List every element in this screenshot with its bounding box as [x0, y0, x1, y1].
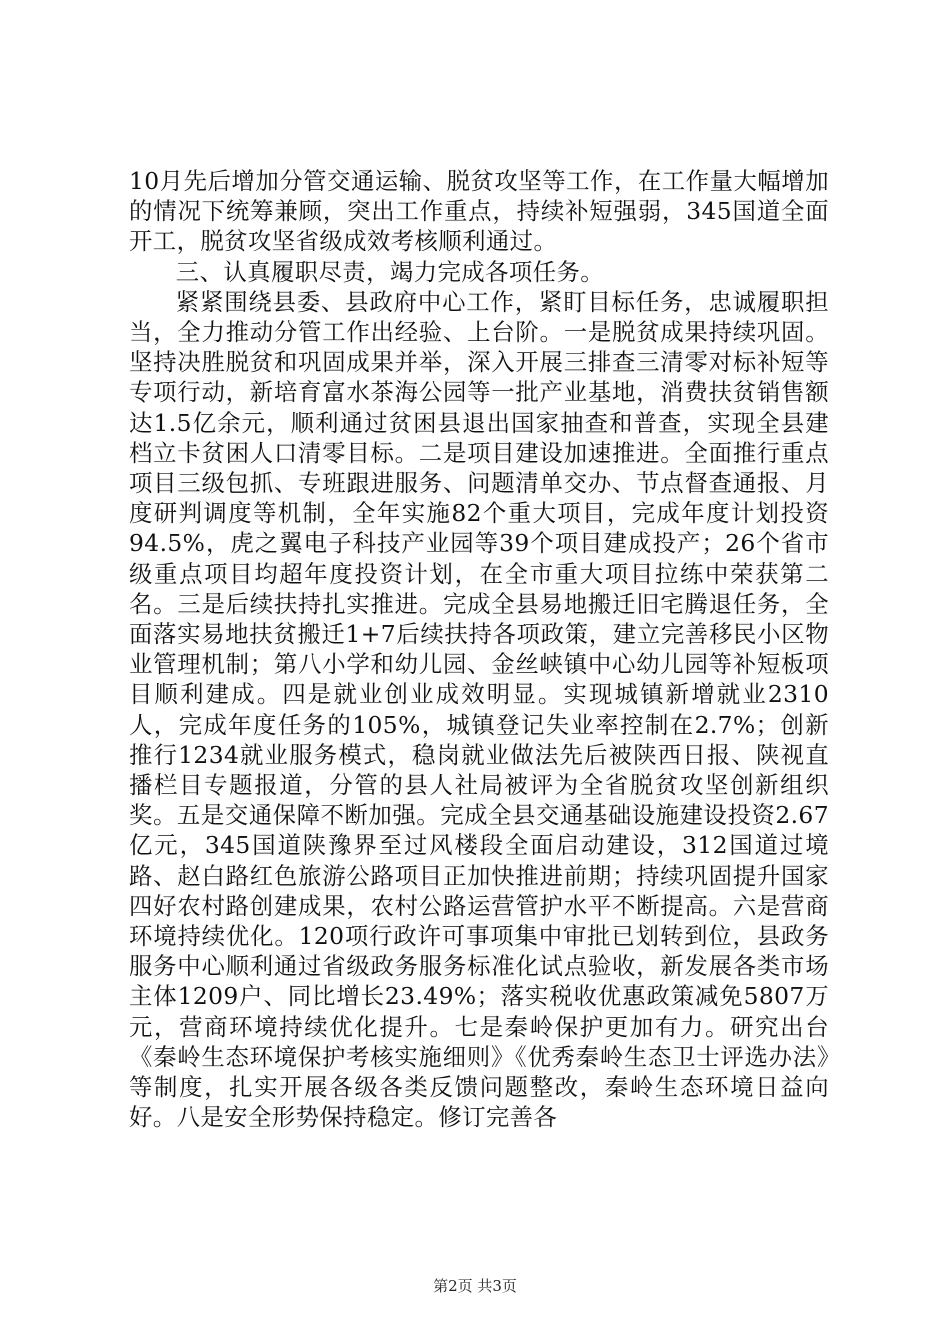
paragraph-main: 紧紧围绕县委、县政府中心工作，紧盯目标任务，忠诚履职担当，全力推动分管工作出经验、上台阶。一是脱贫成果持续巩固。坚持决胜脱贫和巩固成果并举，深入开展三排查三清零对标补短等专项行动，新培育富水茶海公园等一批产业基地，消费扶贫销售额达1.5亿余元，顺利通过贫困县退出国家抽查和普查，实现全县建档立卡贫困人口清零目标。二是项目建设加速推进。全面推行重点项目三级包抓、专班跟进服务、问题清单交办、节点督查通报、月度研判调度等机制，全年实施82个重大项目，完成年度计划投资94.5%，虎之翼电子科技产业园等39个项目建成投产；26个省市级重点项目均超年度投资计划，在全市重大项目拉练中荣获第二名。三是后续扶持扎实推进。完成全县易地搬迁旧宅腾退任务，全面落实易地扶贫搬迁1+7后续扶持各项政策，建立完善移民小区物业管理机制；第八小学和幼儿园、金丝峡镇中心幼儿园等补短板项目顺利建成。四是就业创业成效明显。实现城镇新增就业2310人，完成年度任务的105%，城镇登记失业率控制在2.7%；创新推行1234就业服务模式，稳岗就业做法先后被陕西日报、陕视直播栏目专题报道，分管的县人社局被评为全省脱贫攻坚创新组织奖。五是交通保障不断加强。完成全县交通基础设施建设投资2.67亿元，345国道陕豫界至过风楼段全面启动建设，312国道过境路、赵白路红色旅游公路项目正加快推进前期；持续巩固提升国家四好农村路创建成果，农村公路运营管护水平不断提高。六是营商环境持续优化。120项行政许可事项集中审批已划转到位，县政务服务中心顺利通过省级政务服务标准化试点验收，新发展各类市场主体1209户、同比增长23.49%；落实税收优惠政策减免5807万元，营商环境持续优化提升。七是秦岭保护更加有力。研究出台《秦岭生态环境保护考核实施细则》《优秀秦岭生态卫士评选办法》等制度，扎实开展各级各类反馈问题整改，秦岭生态环境日益向好。八是安全形势保持稳定。修订完善各 [129, 287, 829, 1132]
paragraph-continuation: 10月先后增加分管交通运输、脱贫攻坚等工作，在工作量大幅增加的情况下统筹兼顾，突出工作重点，持续补短强弱，345国道全面开工，脱贫攻坚省级成效考核顺利通过。 [129, 167, 829, 256]
section-heading: 三、认真履职尽责，竭力完成各项任务。 [175, 257, 605, 286]
page-footer: 第2页 共3页 [433, 1277, 517, 1295]
document-body [129, 166, 829, 1133]
